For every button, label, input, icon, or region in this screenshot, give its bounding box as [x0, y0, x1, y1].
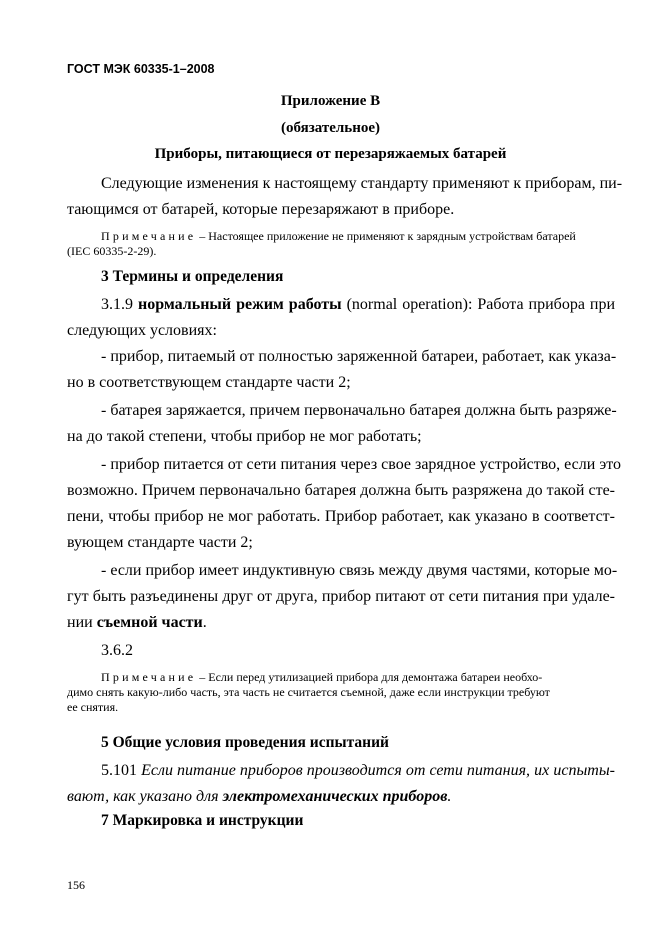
clause-3-1-9-line-2: следующих условиях:	[67, 322, 217, 339]
item-3-line-3: пени, чтобы прибор не мог работать. Прибор работает, как указано в соответст-	[67, 508, 615, 525]
clause-3-1-9-line-1	[101, 296, 615, 313]
clause-5-101-text-2: вают, как указано для	[67, 788, 223, 805]
clause-5-101-line-2	[67, 788, 451, 805]
section-5-heading: 5 Общие условия проведения испытаний	[101, 734, 389, 751]
clause-3-6-2: 3.6.2	[101, 642, 133, 659]
note-2-label: Примечание	[101, 670, 197, 684]
term-english: (normal operation): Работа прибора при	[346, 296, 616, 313]
removable-part-term: съемной части	[96, 614, 203, 631]
intro-line-2: тающимся от батарей, которые перезаряжают в приборе.	[67, 201, 455, 218]
annex-subtitle: Приборы, питающиеся от перезаряжаемых батарей	[154, 146, 507, 162]
document-code: ГОСТ МЭК 60335-1–2008	[67, 62, 215, 76]
intro-line-1: Следующие изменения к настоящему стандарту применяют к приборам, пи-	[101, 175, 623, 192]
item-1-line-2: но в соответствующем стандарте части 2;	[67, 374, 351, 391]
defined-term: нормальный режим работы	[137, 296, 342, 313]
clause-5-101-text: Если питание приборов производится от сети питания, их испыты-	[141, 762, 615, 779]
item-4-line-3	[67, 614, 207, 631]
item-4-line-1: - если прибор имеет индуктивную связь между двумя частями, которые мо-	[101, 562, 618, 579]
item-3-line-1: - прибор питается от сети питания через свое зарядное устройство, если это	[101, 456, 621, 473]
note-2-line-1	[101, 670, 615, 684]
annex-title: Приложение В	[280, 93, 381, 109]
item-1-line-1: - прибор, питаемый от полностью заряженной батареи, работает, как указа-	[101, 348, 617, 365]
note-2-text: – Если перед утилизацией прибора для демонтажа батареи необхо-	[196, 670, 543, 684]
note-2-line-2: димо снять какую-либо часть, эта часть не считается съемной, даже если инструкции требуют	[67, 685, 550, 699]
item-2-line-1: - батарея заряжается, причем первоначально батарея должна быть разряже-	[101, 402, 617, 419]
item-4-text: нии	[67, 614, 97, 631]
clause-number: 3.1.9	[101, 296, 133, 313]
clause-5-101-period: .	[447, 788, 452, 805]
clause-5-101-line-1	[101, 762, 615, 779]
note-1-text: – Настоящее приложение не применяют к зарядным устройствам батарей	[196, 229, 576, 243]
note-1-line-1	[101, 229, 615, 243]
item-4-period: .	[202, 614, 207, 631]
section-7-heading: 7 Маркировка и инструкции	[101, 812, 304, 829]
item-4-line-2: гут быть разъединены друг от друга, прибор питают от сети питания при удале-	[67, 588, 615, 605]
item-3-line-4: вующем стандарте части 2;	[67, 534, 253, 551]
clause-5-101-number: 5.101	[101, 762, 137, 779]
note-1-label: Примечание	[101, 229, 197, 243]
note-2-line-3: ее снятия.	[67, 700, 119, 714]
page-number: 156	[67, 878, 85, 892]
note-1-line-2: (IEC 60335-2-29).	[67, 244, 157, 258]
section-3-heading: 3 Термины и определения	[101, 268, 284, 285]
item-3-line-2: возможно. Причем первоначально батарея должна быть разряжена до такой сте-	[67, 482, 615, 499]
item-2-line-2: на до такой степени, чтобы прибор не мог работать;	[67, 428, 422, 445]
electromechanical-term: электромеханических приборов	[222, 788, 448, 805]
annex-status: (обязательное)	[280, 120, 381, 136]
